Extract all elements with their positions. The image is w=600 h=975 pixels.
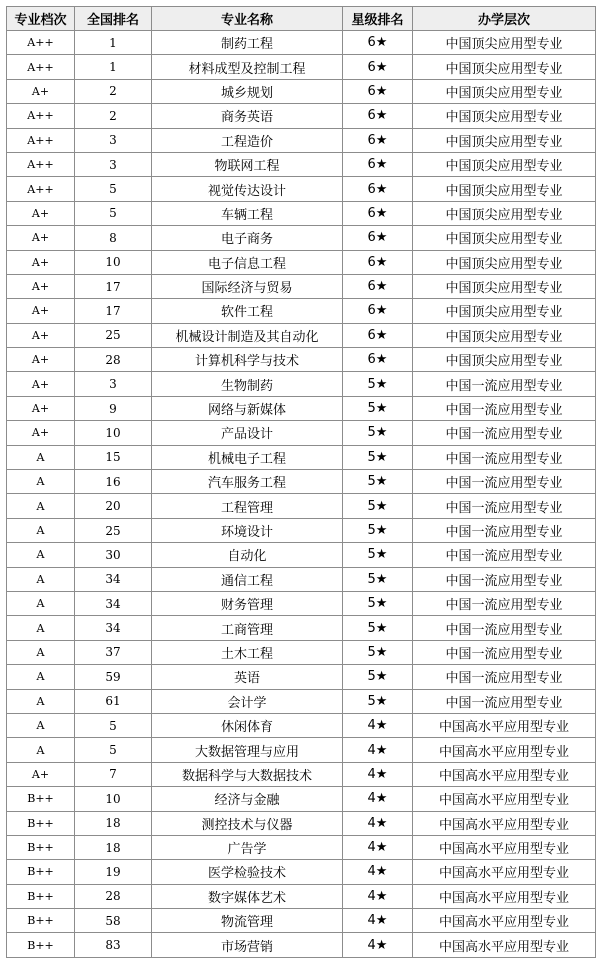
cell-star-rank: 6★ <box>343 31 413 55</box>
table-row <box>7 689 596 713</box>
cell-grade: A+ <box>7 762 75 786</box>
cell-major-name: 测控技术与仪器 <box>152 811 343 835</box>
cell-level: 中国高水平应用型专业 <box>413 787 596 811</box>
table-body <box>7 31 596 958</box>
cell-major-name: 计算机科学与技术 <box>152 348 343 372</box>
cell-grade: B++ <box>7 933 75 957</box>
cell-grade: A++ <box>7 128 75 152</box>
cell-level: 中国一流应用型专业 <box>413 640 596 664</box>
cell-national-rank: 10 <box>75 421 152 445</box>
table-row <box>7 201 596 225</box>
cell-level: 中国一流应用型专业 <box>413 445 596 469</box>
cell-major-name: 工程造价 <box>152 128 343 152</box>
cell-grade: A <box>7 470 75 494</box>
cell-level: 中国一流应用型专业 <box>413 470 596 494</box>
cell-level: 中国高水平应用型专业 <box>413 860 596 884</box>
cell-level: 中国高水平应用型专业 <box>413 738 596 762</box>
cell-level: 中国一流应用型专业 <box>413 421 596 445</box>
cell-major-name: 自动化 <box>152 543 343 567</box>
cell-major-name: 视觉传达设计 <box>152 177 343 201</box>
cell-national-rank: 3 <box>75 128 152 152</box>
cell-star-rank: 5★ <box>343 445 413 469</box>
cell-national-rank: 34 <box>75 567 152 591</box>
cell-major-name: 物流管理 <box>152 909 343 933</box>
table-row <box>7 250 596 274</box>
cell-national-rank: 5 <box>75 713 152 737</box>
cell-star-rank: 6★ <box>343 128 413 152</box>
cell-national-rank: 59 <box>75 665 152 689</box>
cell-level: 中国高水平应用型专业 <box>413 909 596 933</box>
cell-star-rank: 5★ <box>343 396 413 420</box>
cell-grade: A++ <box>7 31 75 55</box>
cell-star-rank: 4★ <box>343 835 413 859</box>
cell-major-name: 机械电子工程 <box>152 445 343 469</box>
table-row <box>7 543 596 567</box>
cell-major-name: 机械设计制造及其自动化 <box>152 323 343 347</box>
cell-national-rank: 20 <box>75 494 152 518</box>
cell-grade: A++ <box>7 55 75 79</box>
cell-star-rank: 4★ <box>343 933 413 957</box>
cell-level: 中国顶尖应用型专业 <box>413 31 596 55</box>
cell-star-rank: 6★ <box>343 299 413 323</box>
cell-national-rank: 30 <box>75 543 152 567</box>
cell-grade: A <box>7 640 75 664</box>
cell-grade: A+ <box>7 299 75 323</box>
cell-national-rank: 15 <box>75 445 152 469</box>
cell-star-rank: 6★ <box>343 226 413 250</box>
table-row <box>7 787 596 811</box>
cell-national-rank: 37 <box>75 640 152 664</box>
cell-level: 中国顶尖应用型专业 <box>413 250 596 274</box>
table-row <box>7 762 596 786</box>
cell-level: 中国顶尖应用型专业 <box>413 274 596 298</box>
cell-star-rank: 6★ <box>343 79 413 103</box>
cell-level: 中国顶尖应用型专业 <box>413 348 596 372</box>
cell-major-name: 广告学 <box>152 835 343 859</box>
cell-major-name: 会计学 <box>152 689 343 713</box>
cell-level: 中国高水平应用型专业 <box>413 713 596 737</box>
cell-grade: A+ <box>7 201 75 225</box>
cell-major-name: 通信工程 <box>152 567 343 591</box>
cell-major-name: 数字媒体艺术 <box>152 884 343 908</box>
cell-level: 中国顶尖应用型专业 <box>413 323 596 347</box>
cell-level: 中国一流应用型专业 <box>413 372 596 396</box>
cell-grade: B++ <box>7 811 75 835</box>
table-row <box>7 177 596 201</box>
cell-star-rank: 4★ <box>343 713 413 737</box>
cell-grade: A+ <box>7 323 75 347</box>
cell-star-rank: 5★ <box>343 543 413 567</box>
cell-star-rank: 5★ <box>343 567 413 591</box>
table-row <box>7 738 596 762</box>
cell-major-name: 生物制药 <box>152 372 343 396</box>
cell-level: 中国顶尖应用型专业 <box>413 299 596 323</box>
cell-national-rank: 8 <box>75 226 152 250</box>
cell-national-rank: 19 <box>75 860 152 884</box>
cell-level: 中国一流应用型专业 <box>413 591 596 615</box>
cell-grade: A <box>7 494 75 518</box>
cell-national-rank: 61 <box>75 689 152 713</box>
table-row <box>7 79 596 103</box>
cell-major-name: 工程管理 <box>152 494 343 518</box>
header-star-rank: 星级排名 <box>343 7 413 31</box>
cell-level: 中国高水平应用型专业 <box>413 835 596 859</box>
table-row <box>7 226 596 250</box>
table-row <box>7 104 596 128</box>
cell-level: 中国顶尖应用型专业 <box>413 226 596 250</box>
table-row <box>7 860 596 884</box>
cell-national-rank: 10 <box>75 250 152 274</box>
cell-star-rank: 4★ <box>343 787 413 811</box>
table-row <box>7 372 596 396</box>
cell-major-name: 物联网工程 <box>152 152 343 176</box>
cell-major-name: 城乡规划 <box>152 79 343 103</box>
cell-grade: A+ <box>7 372 75 396</box>
cell-grade: A+ <box>7 396 75 420</box>
table-row <box>7 835 596 859</box>
cell-major-name: 财务管理 <box>152 591 343 615</box>
cell-major-name: 大数据管理与应用 <box>152 738 343 762</box>
cell-star-rank: 6★ <box>343 201 413 225</box>
cell-level: 中国高水平应用型专业 <box>413 811 596 835</box>
cell-national-rank: 1 <box>75 31 152 55</box>
cell-level: 中国一流应用型专业 <box>413 494 596 518</box>
cell-star-rank: 5★ <box>343 689 413 713</box>
cell-level: 中国顶尖应用型专业 <box>413 201 596 225</box>
cell-major-name: 英语 <box>152 665 343 689</box>
table-row <box>7 274 596 298</box>
cell-grade: A+ <box>7 226 75 250</box>
cell-major-name: 产品设计 <box>152 421 343 445</box>
cell-grade: A++ <box>7 177 75 201</box>
table-row <box>7 518 596 542</box>
cell-grade: A++ <box>7 104 75 128</box>
cell-major-name: 环境设计 <box>152 518 343 542</box>
cell-star-rank: 4★ <box>343 884 413 908</box>
cell-star-rank: 6★ <box>343 250 413 274</box>
cell-national-rank: 5 <box>75 177 152 201</box>
cell-national-rank: 25 <box>75 518 152 542</box>
cell-grade: A <box>7 567 75 591</box>
table-header-row <box>7 7 596 31</box>
cell-major-name: 医学检验技术 <box>152 860 343 884</box>
cell-major-name: 制药工程 <box>152 31 343 55</box>
cell-level: 中国一流应用型专业 <box>413 518 596 542</box>
cell-national-rank: 34 <box>75 616 152 640</box>
cell-national-rank: 10 <box>75 787 152 811</box>
cell-major-name: 市场营销 <box>152 933 343 957</box>
major-ranking-table <box>6 6 596 958</box>
cell-star-rank: 5★ <box>343 518 413 542</box>
table-row <box>7 591 596 615</box>
table-row <box>7 323 596 347</box>
cell-grade: A <box>7 445 75 469</box>
table-row <box>7 396 596 420</box>
cell-grade: B++ <box>7 787 75 811</box>
table-row <box>7 348 596 372</box>
cell-level: 中国一流应用型专业 <box>413 396 596 420</box>
table-row <box>7 640 596 664</box>
header-level: 办学层次 <box>413 7 596 31</box>
cell-level: 中国顶尖应用型专业 <box>413 128 596 152</box>
table-row <box>7 55 596 79</box>
table-row <box>7 665 596 689</box>
cell-major-name: 电子商务 <box>152 226 343 250</box>
cell-national-rank: 18 <box>75 811 152 835</box>
cell-star-rank: 6★ <box>343 348 413 372</box>
cell-major-name: 国际经济与贸易 <box>152 274 343 298</box>
cell-national-rank: 2 <box>75 104 152 128</box>
cell-national-rank: 9 <box>75 396 152 420</box>
cell-level: 中国顶尖应用型专业 <box>413 79 596 103</box>
cell-major-name: 经济与金融 <box>152 787 343 811</box>
cell-national-rank: 34 <box>75 591 152 615</box>
cell-national-rank: 18 <box>75 835 152 859</box>
table-row <box>7 152 596 176</box>
cell-major-name: 软件工程 <box>152 299 343 323</box>
cell-grade: A++ <box>7 152 75 176</box>
cell-star-rank: 5★ <box>343 421 413 445</box>
table-row <box>7 299 596 323</box>
cell-grade: B++ <box>7 860 75 884</box>
table-row <box>7 421 596 445</box>
cell-national-rank: 58 <box>75 909 152 933</box>
ranking-table-container <box>6 6 595 958</box>
table-row <box>7 713 596 737</box>
cell-level: 中国一流应用型专业 <box>413 616 596 640</box>
cell-star-rank: 4★ <box>343 762 413 786</box>
cell-star-rank: 5★ <box>343 640 413 664</box>
cell-star-rank: 6★ <box>343 274 413 298</box>
table-row <box>7 909 596 933</box>
cell-grade: A+ <box>7 79 75 103</box>
table-row <box>7 811 596 835</box>
cell-major-name: 商务英语 <box>152 104 343 128</box>
cell-grade: A <box>7 518 75 542</box>
cell-national-rank: 83 <box>75 933 152 957</box>
cell-national-rank: 28 <box>75 884 152 908</box>
table-row <box>7 884 596 908</box>
cell-major-name: 土木工程 <box>152 640 343 664</box>
cell-star-rank: 4★ <box>343 738 413 762</box>
cell-national-rank: 7 <box>75 762 152 786</box>
table-row <box>7 567 596 591</box>
cell-star-rank: 6★ <box>343 55 413 79</box>
cell-national-rank: 5 <box>75 738 152 762</box>
cell-star-rank: 5★ <box>343 616 413 640</box>
cell-national-rank: 25 <box>75 323 152 347</box>
cell-grade: A <box>7 543 75 567</box>
table-row <box>7 616 596 640</box>
cell-level: 中国一流应用型专业 <box>413 665 596 689</box>
cell-level: 中国一流应用型专业 <box>413 689 596 713</box>
header-national-rank: 全国排名 <box>75 7 152 31</box>
cell-level: 中国顶尖应用型专业 <box>413 104 596 128</box>
cell-grade: A+ <box>7 348 75 372</box>
cell-grade: A+ <box>7 274 75 298</box>
cell-level: 中国高水平应用型专业 <box>413 762 596 786</box>
cell-major-name: 休闲体育 <box>152 713 343 737</box>
cell-grade: B++ <box>7 884 75 908</box>
cell-level: 中国一流应用型专业 <box>413 567 596 591</box>
cell-level: 中国高水平应用型专业 <box>413 884 596 908</box>
cell-star-rank: 6★ <box>343 177 413 201</box>
cell-national-rank: 3 <box>75 372 152 396</box>
cell-grade: A <box>7 665 75 689</box>
cell-grade: A+ <box>7 250 75 274</box>
cell-star-rank: 5★ <box>343 470 413 494</box>
cell-star-rank: 5★ <box>343 494 413 518</box>
cell-major-name: 车辆工程 <box>152 201 343 225</box>
cell-level: 中国高水平应用型专业 <box>413 933 596 957</box>
cell-level: 中国一流应用型专业 <box>413 543 596 567</box>
cell-major-name: 工商管理 <box>152 616 343 640</box>
cell-star-rank: 4★ <box>343 909 413 933</box>
cell-star-rank: 6★ <box>343 152 413 176</box>
cell-level: 中国顶尖应用型专业 <box>413 152 596 176</box>
cell-national-rank: 16 <box>75 470 152 494</box>
cell-national-rank: 17 <box>75 274 152 298</box>
cell-grade: A <box>7 689 75 713</box>
cell-national-rank: 1 <box>75 55 152 79</box>
cell-grade: B++ <box>7 909 75 933</box>
cell-star-rank: 5★ <box>343 665 413 689</box>
cell-star-rank: 5★ <box>343 372 413 396</box>
table-row <box>7 470 596 494</box>
cell-national-rank: 3 <box>75 152 152 176</box>
cell-star-rank: 6★ <box>343 104 413 128</box>
header-major-name: 专业名称 <box>152 7 343 31</box>
cell-grade: A <box>7 738 75 762</box>
cell-grade: A <box>7 616 75 640</box>
cell-major-name: 网络与新媒体 <box>152 396 343 420</box>
cell-grade: A <box>7 591 75 615</box>
table-row <box>7 445 596 469</box>
header-grade: 专业档次 <box>7 7 75 31</box>
cell-star-rank: 4★ <box>343 811 413 835</box>
cell-major-name: 数据科学与大数据技术 <box>152 762 343 786</box>
table-row <box>7 494 596 518</box>
cell-national-rank: 2 <box>75 79 152 103</box>
cell-grade: A+ <box>7 421 75 445</box>
cell-major-name: 汽车服务工程 <box>152 470 343 494</box>
cell-national-rank: 28 <box>75 348 152 372</box>
cell-grade: A <box>7 713 75 737</box>
table-row <box>7 31 596 55</box>
table-row <box>7 128 596 152</box>
cell-level: 中国顶尖应用型专业 <box>413 55 596 79</box>
cell-star-rank: 4★ <box>343 860 413 884</box>
cell-national-rank: 17 <box>75 299 152 323</box>
table-row <box>7 933 596 957</box>
cell-star-rank: 5★ <box>343 591 413 615</box>
cell-level: 中国顶尖应用型专业 <box>413 177 596 201</box>
cell-star-rank: 6★ <box>343 323 413 347</box>
cell-major-name: 材料成型及控制工程 <box>152 55 343 79</box>
cell-national-rank: 5 <box>75 201 152 225</box>
cell-grade: B++ <box>7 835 75 859</box>
cell-major-name: 电子信息工程 <box>152 250 343 274</box>
